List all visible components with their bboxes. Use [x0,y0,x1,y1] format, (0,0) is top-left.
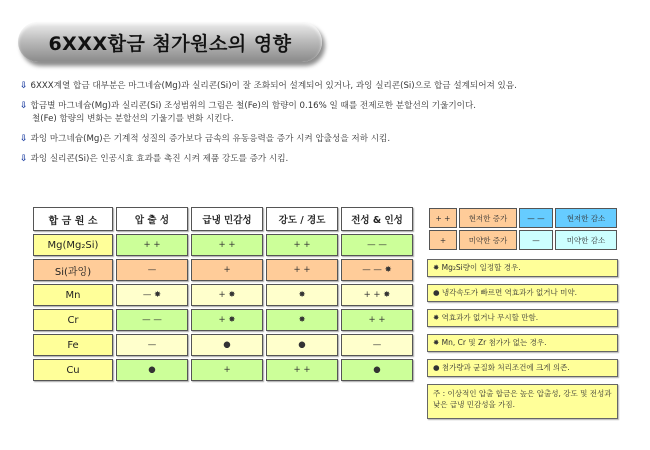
effect-cell: — [116,259,188,281]
element-cell: Mg(Mg₂Si) [33,234,113,256]
effect-cell: + + [116,234,188,256]
arrow-down-icon: ⇩ [20,154,28,164]
legend-label: 현저한 감소 [555,208,617,228]
legend-symbol: — [519,230,553,250]
effect-cell: + ✸ [191,284,263,306]
effect-cell: + + [266,359,338,381]
table-row [33,234,413,256]
arrow-down-icon: ⇩ [20,101,28,111]
header-cell: 급냉 민감성 [191,207,263,231]
legend-label: 미약한 감소 [555,230,617,250]
bullet-text: 과잉 실리콘(Si)은 인공시효 효과를 촉진 시켜 제품 강도를 증가 시킴. [30,154,289,164]
effect-cell: + + [266,259,338,281]
bullet-text: 합금별 마그네슘(Mg)과 실리콘(Si) 조성범위의 그림은 철(Fe)의 함량이 0.16% 일 때를 전제로한 분할선의 기울기이다. [30,101,477,111]
bullet-list [20,80,640,173]
effect-cell: + + [341,309,413,331]
effect-cell: ● [191,334,263,356]
header-cell: 강도 / 경도 [266,207,338,231]
effect-cell: ● [341,359,413,381]
bullet-text: 과잉 마그네슘(Mg)은 기계적 성질의 증가보다 금속의 유동응력을 증가 시켜 압출성을 저하 시킴. [30,134,391,144]
effect-cell: — ✸ [116,284,188,306]
arrow-down-icon: ⇩ [20,134,28,144]
title-banner [18,22,322,62]
effect-cell: + + [191,234,263,256]
bullet-text-line2: 철(Fe) 함량의 변화는 분할선의 기울기를 변화 시킨다. [32,114,234,124]
footnote-summary: 주 : 이상적인 압출 합금은 높은 압출성, 강도 및 전성과 낮은 급냉 민감성을 가짐. [427,384,618,419]
legend-label: 미약한 증가 [459,230,517,250]
effect-cell: ✸ [266,309,338,331]
legend-label: 현저한 증가 [459,208,517,228]
effect-cell: + [191,259,263,281]
arrow-down-icon: ⇩ [20,81,28,91]
footnote: ✸ 역효과가 없거나 무시할 만함. [427,309,618,327]
header-cell: 합 금 원 소 [33,207,113,231]
legend-symbol: + + [429,208,457,228]
header-cell: 압 출 성 [116,207,188,231]
element-cell: Mn [33,284,113,306]
element-effect-table [30,204,416,384]
legend-symbol: + [429,230,457,250]
table-row [33,334,413,356]
bullet-item [20,100,640,126]
effect-cell: — — [341,234,413,256]
element-cell: Cr [33,309,113,331]
effect-cell: — [341,334,413,356]
effect-cell: ● [266,334,338,356]
effect-cell: ● [116,359,188,381]
element-cell: Si(과잉) [33,259,113,281]
effect-cell: — [116,334,188,356]
element-cell: Fe [33,334,113,356]
bullet-text: 6XXX계열 합금 대부분은 마그네슘(Mg)과 실리콘(Si)이 잘 조화되어 설계되어 있거나, 과잉 실리콘(Si)으로 합금 설계되어져 있음. [30,81,517,91]
effect-cell: ✸ [266,284,338,306]
bullet-item [20,80,640,93]
table-row [33,309,413,331]
legend [427,206,619,252]
bullet-item [20,133,640,146]
table-row [33,284,413,306]
element-cell: Cu [33,359,113,381]
legend-row [429,230,617,250]
footnote: ✸ Mn, Cr 및 Zr 첨가가 없는 경우. [427,334,618,352]
effect-cell: — — ✸ [341,259,413,281]
table-header-row [33,207,413,231]
table-row [33,259,413,281]
effect-cell: + + [266,234,338,256]
footnotes [427,259,618,426]
effect-cell: — — [116,309,188,331]
footnote: ● 냉각속도가 빠르면 역효과가 없거나 미약. [427,284,618,302]
effect-cell: + + ✸ [341,284,413,306]
bullet-item [20,153,640,166]
table-row [33,359,413,381]
effect-cell: + [191,359,263,381]
legend-row [429,208,617,228]
header-cell: 전성 & 인성 [341,207,413,231]
footnote: ✸ Mg₂Si량이 일정할 경우. [427,259,618,277]
legend-symbol: — — [519,208,553,228]
page-title: 6XXX합금 첨가원소의 영향 [48,32,292,55]
effect-cell: + ✸ [191,309,263,331]
footnote: ● 첨가량과 균질화 처리조건에 크게 의존. [427,359,618,377]
